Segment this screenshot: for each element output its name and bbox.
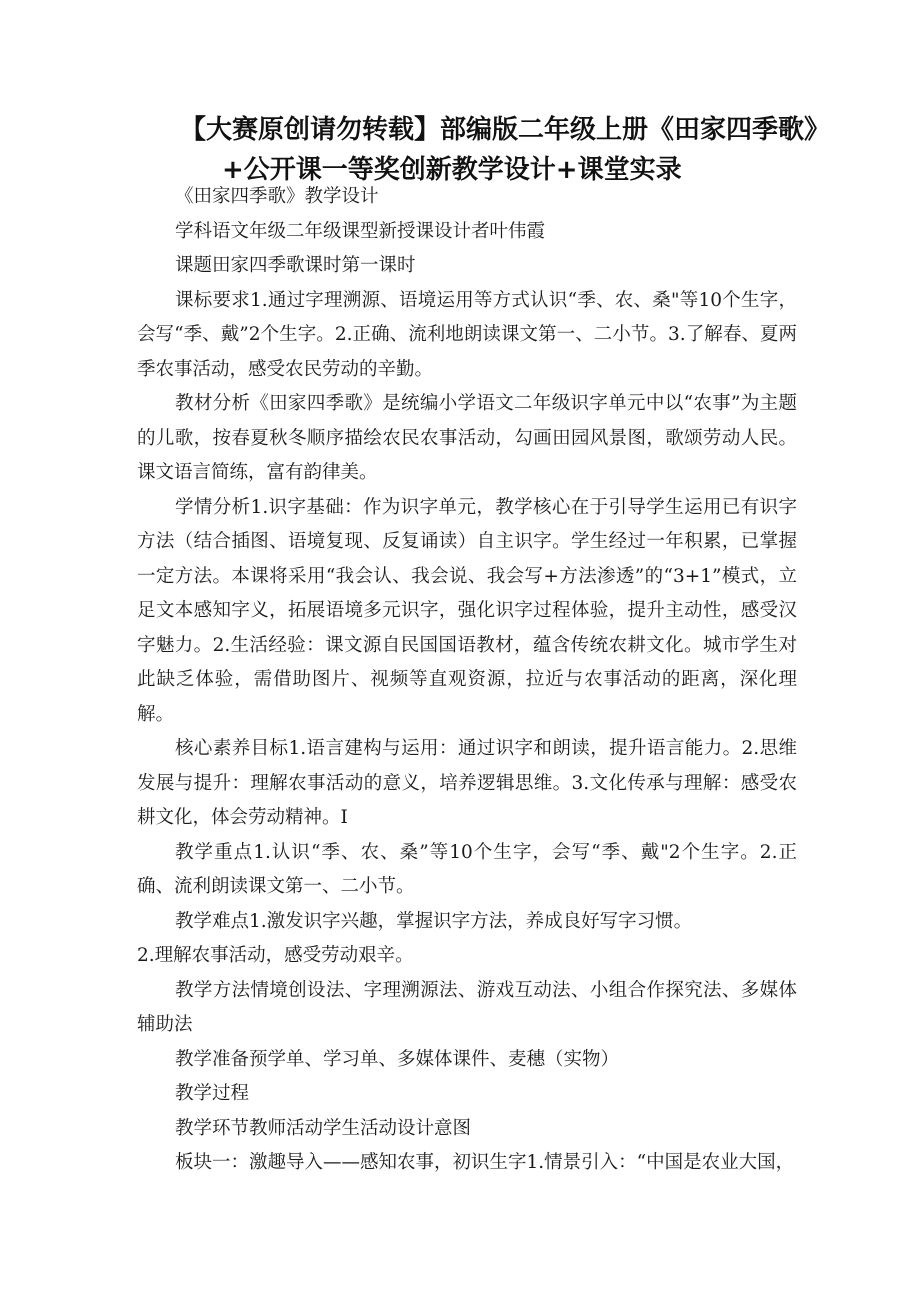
document-body: [137, 180, 797, 1181]
paragraph-subject-info: 学科语文年级二年级课型新授课设计者叶伟霞: [175, 220, 546, 242]
title-line-1: 【大赛原创请勿转载】部编版二年级上册《田家四季歌》: [180, 115, 831, 145]
paragraph-teaching-methods: 教学方法情境创设法、字理溯源法、游戏互动法、小组合作探究法、多媒体辅助法: [137, 979, 797, 1035]
paragraph-difficulties-continued: 2.理解农事活动，感受劳动艰辛。: [137, 945, 414, 966]
title-line-2: +公开课一等奖创新教学设计+课堂实录: [222, 155, 682, 185]
paragraph-teaching-process: 教学过程: [175, 1083, 250, 1104]
paragraph-textbook-analysis: 教材分析《田家四季歌》是统编小学语文二年级识字单元中以“农事”为主题的儿歌，按春夏秋冬顺序描绘农民农事活动，勾画田园风景图，歌颂劳动人民。课文语言简练，富有韵律美。: [137, 393, 797, 483]
paragraph-table-header: 教学环节教师活动学生活动设计意图: [175, 1117, 472, 1139]
subtitle: 《田家四季歌》教学设计: [175, 186, 379, 207]
paragraph-key-points: 教学重点1.认识“季、农、桑”等10个生字，会写“季、戴"2个生字。2.正确、流利朗读课文第一、二小节。: [137, 841, 797, 897]
paragraph-section-one: 板块一：激趣导入——感知农事，初识生字1.情景引入：“中国是农业大国，: [175, 1152, 795, 1173]
document-title: [180, 110, 840, 190]
paragraph-core-goals: 核心素养目标1.语言建构与运用：通过识字和朗读，提升语言能力。2.思维发展与提升：理解农事活动的意义，培养逻辑思维。3.文化传承与理解：感受农耕文化，体会劳动精神。I: [137, 738, 797, 828]
paragraph-student-analysis: 学情分析1.识字基础：作为识字单元，教学核心在于引导学生运用已有识字方法（结合插图、语境复现、反复诵读）自主识字。学生经过一年积累，已掌握一定方法。本课将采用“我会认、我会说、我会写+方法渗透”的“3+1”模式，立足文本感知字义，拓展语境多元识字，强化识字过程体验，提升主动性，感受汉字魅力。2.生活经验：课文源自民国国语教材，蕴含传统农耕文化。城市学生对此缺乏体验，需借助图片、视频等直观资源，拉近与农事活动的距离，深化理解。: [137, 496, 797, 725]
paragraph-curriculum-requirements: 课标要求1.通过字理溯源、语境运用等方式认识“季、农、桑"等10个生字，会写“季、戴”2个生字。2.正确、流利地朗读课文第一、二小节。3.了解春、夏两季农事活动，感受农民劳动的辛勤。: [137, 289, 797, 380]
paragraph-difficulties: 教学难点1.激发识字兴趣，掌握识字方法，养成良好写字习惯。: [175, 910, 693, 932]
paragraph-teaching-preparation: 教学准备预学单、学习单、多媒体课件、麦穗（实物）: [175, 1048, 620, 1070]
paragraph-lesson-info: 课题田家四季歌课时第一课时: [175, 255, 416, 276]
